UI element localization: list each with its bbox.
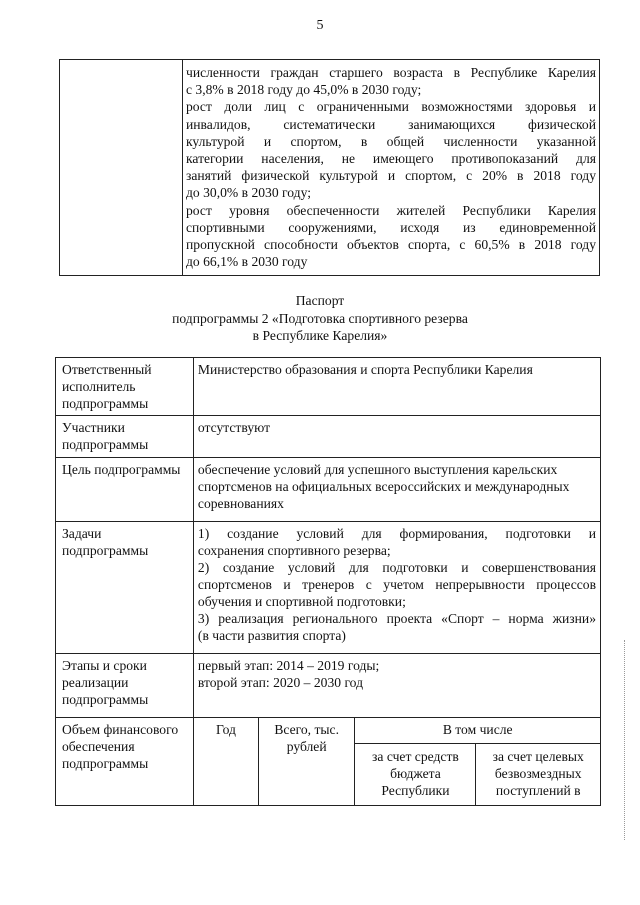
margin-stamp-mark — [624, 640, 629, 840]
table-row — [56, 654, 601, 718]
responsible-value: Министерство образования и спорта Республики Карелия — [193, 358, 600, 416]
target-line: занятий физической культурой и спортом, с 20% в 2018 году — [186, 168, 596, 184]
year-header: Год — [193, 718, 258, 806]
table-row — [56, 358, 601, 416]
target-line: до 30,0% в 2030 году; — [186, 185, 311, 201]
responsible-label: Ответственный исполнитель подпрограммы — [56, 358, 194, 416]
grants-header: за счет целевых безвозмездных поступлений в — [476, 744, 601, 806]
stages-label: Этапы и сроки реализации подпрограммы — [56, 654, 194, 718]
page-number: 5 — [316, 18, 324, 33]
including-header: В том числе — [355, 718, 601, 744]
task-line: 3) реализация регионального проекта «Спорт – норма жизни» — [197, 611, 596, 626]
passport-subtitle-line: в Республике Карелия» — [252, 328, 388, 343]
target-line: с 3,8% в 2018 году до 45,0% в 2030 году; — [186, 82, 422, 98]
passport-subtitle-line: подпрограммы 2 «Подготовка спортивного резерва — [172, 310, 468, 326]
target-line: пропускной способности объектов спорта, с 60,5% в 2018 году — [186, 237, 596, 253]
participants-value: отсутствуют — [193, 416, 600, 458]
table-row — [56, 416, 601, 458]
stage-line: первый этап: 2014 – 2019 годы; — [197, 658, 380, 673]
target-line: до 66,1% в 2030 году — [186, 254, 308, 270]
table-row — [56, 522, 601, 654]
task-line: (в части развития спорта) — [197, 628, 346, 643]
task-line: 1) создание условий для формирования, подготовки и — [197, 526, 596, 541]
continued-table — [59, 59, 600, 276]
passport-heading: Паспорт — [295, 293, 345, 308]
tasks-label: Задачи подпрограммы — [56, 522, 194, 654]
goal-value: обеспечение условий для успешного выступления карельских спортсменов на официальных всероссийских и международных соревнованиях — [193, 458, 600, 522]
stages-value — [193, 654, 600, 718]
task-line: обучения и спортивной подготовки; — [197, 594, 406, 609]
task-line: 2) создание условий для подготовки и совершенствования — [197, 560, 596, 575]
target-line: категории населения, не имеющего противопоказаний для — [186, 151, 596, 167]
targets-cell — [186, 64, 596, 270]
table-row — [56, 718, 601, 744]
stage-line: второй этап: 2020 – 2030 год — [197, 675, 363, 690]
target-line: спортивными сооружениями, исходя из единовременной — [186, 219, 596, 235]
budget-header: за счет средств бюджета Республики — [355, 744, 476, 806]
target-line: инвалидов, систематически занимающихся физической — [186, 116, 596, 132]
tasks-value — [193, 522, 600, 654]
table-row — [56, 458, 601, 522]
column-divider — [182, 60, 183, 275]
target-line: культурой и спортом, в общей численности указанной — [186, 133, 596, 149]
target-line: рост доли лиц с ограниченными возможностями здоровья и — [186, 99, 596, 115]
target-line: численности граждан старшего возраста в Республике Карелия — [186, 65, 596, 80]
finance-label: Объем финансового обеспечения подпрограммы — [56, 718, 194, 806]
goal-label: Цель подпрограммы — [56, 458, 194, 522]
passport-table — [55, 357, 601, 806]
task-line: сохранения спортивного резерва; — [197, 543, 391, 558]
target-line: рост уровня обеспеченности жителей Республики Карелия — [186, 202, 596, 218]
participants-label: Участники подпрограммы — [56, 416, 194, 458]
task-line: спортсменов и тренеров с учетом непрерывности процессов — [197, 577, 596, 592]
total-header: Всего, тыс. рублей — [258, 718, 354, 806]
passport-title — [0, 292, 640, 345]
